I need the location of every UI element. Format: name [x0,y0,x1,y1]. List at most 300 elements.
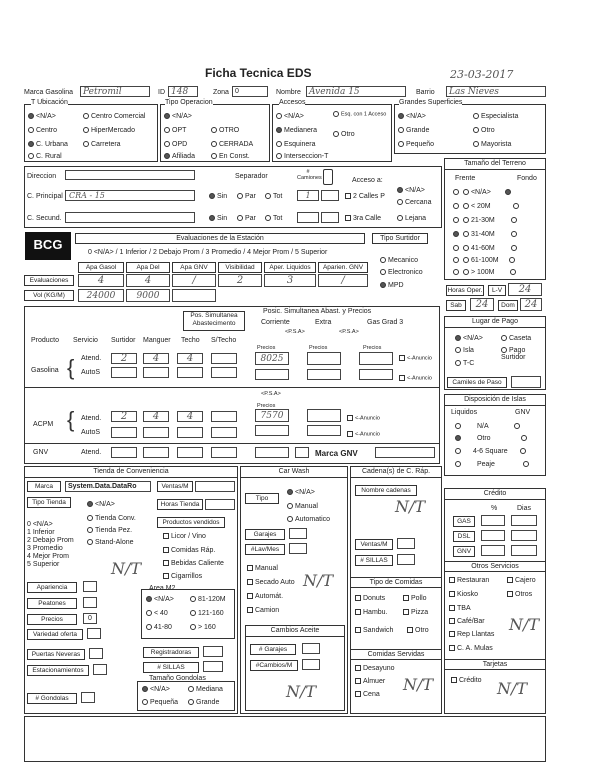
acpm-precio[interactable]: 7570 [255,409,289,422]
gnv-surtidor[interactable] [111,447,137,458]
ubicacion-option-centro[interactable]: Centro [28,127,57,134]
operacion-group [160,99,270,162]
acpm-techo[interactable]: 4 [177,411,203,422]
tienda-tipo-label: Tipo Tienda [27,497,71,508]
acpm-atend-label: Atend. [81,415,102,422]
islas-square[interactable]: 4-6 Square [455,448,528,455]
eval-col-del: Apa Del [126,262,170,273]
pago-surtidor[interactable]: Pago Surtidor [501,347,526,361]
lugar-pago-group [444,316,546,390]
puertas-field[interactable] [89,648,103,659]
carwash-lavmes-label: #Lav/Mes [245,544,285,555]
corriente-label: Corriente [261,319,290,326]
credito-gas-dias[interactable] [511,515,537,526]
servida-desayuno[interactable]: Desayuno [355,665,395,672]
area-41-80[interactable]: 41-80 [146,624,172,631]
secund-par[interactable]: Par [237,215,256,222]
superficies-option-mayorista[interactable]: Mayorista [473,141,511,148]
id-field[interactable]: 148 [168,86,198,97]
producto-cigarrillos[interactable]: Cigarrillos [163,573,202,580]
hdr-producto: Producto [31,337,60,344]
cambios-garajes-field[interactable] [302,643,320,654]
carwash-tipo-auto[interactable]: Automatico [287,516,330,523]
tienda-title: Tienda de Conveniencia [25,467,237,478]
gasolina-label: Gasolina [31,367,59,374]
principal-label: C. Principal [27,193,63,200]
accesos-title: Accesos [279,99,306,106]
gnv-label: GNV [33,449,49,456]
islas-na[interactable]: N/A [455,423,522,430]
lv-field[interactable]: 24 [508,283,542,296]
otros-restauran[interactable]: Restauran [449,577,489,584]
islas-otro[interactable]: Otro [455,435,529,442]
eval-col-gnv-apar: Aparien. GNV [318,262,368,273]
credito-pct-label: % [491,505,498,512]
id-label: ID [158,89,165,96]
eval-value-gasol[interactable]: 4 [78,274,124,287]
acpm-manguer[interactable]: 4 [143,411,169,422]
gondolas-title: Tamaño Gondolas [149,675,206,682]
comida-pollo[interactable]: Pollo [403,595,427,602]
tienda-scale-5: 5 Superior [27,561,60,568]
productos-vendidos-title: Productos vendidos [157,517,225,528]
otros-tba[interactable]: TBA [449,605,471,612]
acpm-precio-3[interactable] [255,425,289,436]
apariencia-label: Apariencia [27,582,77,593]
gasolina-precio-extra-2[interactable] [307,369,341,380]
gnv-techo[interactable] [177,447,203,458]
notes-area[interactable] [24,716,546,762]
servida-cena[interactable]: Cena [355,691,380,698]
camiones-label: # Camiones [297,169,322,181]
surtidor-electronico[interactable]: Electronico [380,269,423,276]
acpm-anuncio-2[interactable]: <-Anuncio [347,431,380,437]
accesos-option-interseccion[interactable]: Interseccion-T [276,153,328,160]
surtidor-mecanico[interactable]: Mecanico [380,257,418,264]
surtidor-title: Tipo Surtidor [372,233,428,244]
tarjeta-credito[interactable]: Crédito [451,677,482,684]
credito-gnv-dias[interactable] [511,545,537,556]
accesos-option-esq-acceso[interactable]: Esq. con 1 Acceso [333,111,391,117]
otros-na-handwritten: N/T [509,615,540,634]
comida-pizza[interactable]: Pizza [403,609,428,616]
islas-title: Disposición de Islas [445,395,545,406]
apariencia-field[interactable] [83,581,97,592]
barrio-label: Barrio [416,89,435,96]
gasolina-manguer[interactable]: 4 [143,353,169,364]
ubicacion-option-carretera[interactable]: Carretera [83,141,121,148]
vol-value-gnv[interactable] [172,289,216,302]
gondolas-na[interactable]: <N/A> [142,686,170,693]
tamano-row-30[interactable]: 21-30M [453,217,519,224]
area-na[interactable]: <N/A> [146,596,174,603]
gnv-stecho[interactable] [211,447,237,458]
tienda-horas-field[interactable] [205,499,235,510]
cadena-sillas-label: # SILLAS [355,555,393,566]
precios-label: Precios [27,614,77,625]
ubicacion-option-na[interactable]: <N/A> [28,113,56,120]
vol-value-gasol[interactable]: 24000 [78,289,124,302]
gasolina-precio-extra[interactable] [307,352,341,365]
bcg-logo: BCG [25,232,71,260]
calle-3-checkbox[interactable]: 3ra Calle [345,215,381,222]
credito-gnv-pct[interactable] [481,545,505,556]
tienda-na-handwritten: N/T [111,559,142,578]
estacionamientos-label: Estacionamientos [27,665,89,676]
gasolina-autos-manguer[interactable] [143,367,169,378]
tarjetas-title: Tarjetas [445,659,545,670]
psa-label-1: <P.S.A> [285,329,305,335]
area-lt40[interactable]: < 40 [146,610,168,617]
zona-label: Zona [213,89,229,96]
productos-divider-1 [25,387,439,388]
tarjetas-na-handwritten: N/T [497,679,528,698]
comidas-title: Tipo de Comidas [351,577,441,588]
fondo-label: Fondo [517,175,537,182]
tamano-group [444,158,546,280]
acpm-surtidor[interactable]: 2 [111,411,137,422]
eval-value-liquidos[interactable]: 3 [264,274,316,287]
tienda-marca-label: Marca [27,481,61,492]
accesos-option-na[interactable]: <N/A> [276,113,304,120]
tienda-scale-4: 4 Mejor Prom [27,553,70,560]
servidas-title: Comidas Servidas [351,649,441,660]
comida-donuts[interactable]: Donuts [355,595,385,602]
accesos-option-medianera[interactable]: Medianera [276,127,317,134]
tienda-ventas-label: Ventas/M [157,481,193,492]
acpm-psa-label: <P.S.A> [261,391,281,397]
sab-label: Sab [446,300,466,311]
eval-value-gnv[interactable]: / [172,274,216,287]
puertas-label: Puertas Neveras [27,649,85,660]
pago-na[interactable]: <N/A> [455,335,483,342]
acpm-autos-stecho[interactable] [211,427,237,438]
productos-group [24,306,440,464]
carwash-tipo-manual[interactable]: Manual [287,503,318,510]
camiones-extra-field[interactable] [321,190,339,201]
comida-hambu[interactable]: Hambu. [355,609,388,616]
extra-label: Extra [315,319,332,326]
precios-field[interactable]: 0 [83,613,97,624]
cadena-group [350,466,442,714]
tienda-tipo-stand[interactable]: Stand-Alone [87,539,134,546]
carwash-lavmes-field[interactable] [289,543,307,554]
carwash-service-camion[interactable]: Camion [247,607,279,614]
gnv-manguer[interactable] [143,447,169,458]
acpm-label: ACPM [33,421,54,428]
gondolas-mediana[interactable]: Mediana [188,686,223,693]
variedad-label: Variedad oferta [27,629,83,640]
frente-label: Frente [455,175,476,182]
secund-sin[interactable]: Sin [209,215,227,222]
marca-label: Marca Gasolina [24,89,74,96]
ubicacion-option-hipermercado[interactable]: HiperMercado [83,127,135,134]
camiles-label: Camiles de Paso [447,377,507,388]
evaluaciones-title: Evaluaciones de la Estación [75,233,365,244]
otros-cajero[interactable]: Cajero [507,577,536,584]
accesos-group [272,99,392,162]
tienda-marca-field[interactable]: System.Data.DataRo [65,481,151,492]
lv-label: L-V [488,285,506,296]
form-title: Ficha Tecnica EDS [205,66,312,80]
gnv-precio[interactable] [255,447,289,458]
horas-label: Horas Oper. [447,287,483,294]
tamano-row-20[interactable]: < 20M [453,203,521,210]
gasolina-anuncio-2[interactable]: <-Anuncio [399,375,432,381]
gondolas-grande[interactable]: Grande [188,699,219,706]
acpm-anuncio[interactable]: <-Anuncio [347,415,380,421]
superficies-group [394,99,546,154]
otros-title: Otros Servicios [445,561,545,572]
operacion-option-cerrada[interactable]: CERRADA [211,141,253,148]
gasolina-precios-label-2: Precios [309,345,328,351]
credito-dsl-label: DSL [453,531,475,542]
cadena-sillas-field[interactable] [397,554,415,565]
operacion-option-construccion[interactable]: En Const. [211,153,250,160]
variedad-field[interactable] [87,628,101,639]
psa-label-2: <P.S.A> [339,329,359,335]
gnv-precio-2[interactable] [295,447,309,458]
eval-col-gnv: Apa GNV [172,262,216,273]
peatones-field[interactable] [83,597,97,608]
pos-simultanea-label: Pos. Simultanea Abastecimento [183,311,245,331]
principal-tot[interactable]: Tot [265,193,282,200]
gasolina-precio-grad[interactable] [359,352,393,365]
secund-field[interactable] [65,212,195,223]
producto-licor[interactable]: Licor / Vino [163,533,206,540]
gasolina-precios-label: Precios [257,345,276,351]
comida-sandwich[interactable]: Sandwich [355,627,393,634]
tienda-scale-0: 0 <N/A> [27,521,53,528]
num-gondolas-field[interactable] [81,692,95,703]
cambios-garajes-label: # Garajes [250,644,296,655]
acpm-autos-techo[interactable] [177,427,203,438]
calles-2-checkbox[interactable]: 2 Calles P [345,193,385,200]
carwash-garajes-field[interactable] [289,528,307,539]
hdr-stecho: S/Techo [211,337,237,344]
tamano-row-over100[interactable]: > 100M [453,269,518,276]
registradoras-field[interactable] [203,646,223,657]
carwash-title: Car Wash [241,467,347,478]
islas-peaje[interactable]: Peaje [455,461,531,468]
ubicacion-option-rural[interactable]: C. Rural [28,153,62,160]
carwash-tipo-label: Tipo [245,493,279,504]
area-81-120[interactable]: 81-120M [190,596,226,603]
gasolina-precio-corriente[interactable]: 8025 [255,352,289,365]
superficies-option-grande[interactable]: Grande [398,127,429,134]
pago-caseta[interactable]: Caseta [501,335,531,342]
credito-gnv-label: GNV [453,546,475,557]
accesos-option-esquinera[interactable]: Esquinera [276,141,316,148]
productos-divider-2 [25,443,439,444]
tienda-tipo-pez[interactable]: Tienda Pez. [87,527,132,534]
operacion-title: Tipo Operacion [165,99,213,106]
producto-bebidas[interactable]: Bebidas Caliente [163,560,224,567]
otros-kiosko[interactable]: Kiosko [449,591,478,598]
cadena-na-handwritten: N/T [395,497,426,516]
islas-liquidos-label: Liquidos [451,409,478,416]
gasolina-precio-corriente-2[interactable] [255,369,289,380]
tamano-row-60[interactable]: 41-60M [453,245,519,252]
servida-almuerzo[interactable]: Almuer [355,678,385,685]
acpm-autos-manguer[interactable] [143,427,169,438]
superficies-option-na[interactable]: <N/A> [398,113,426,120]
eval-value-del[interactable]: 4 [126,274,170,287]
tienda-tipo-na[interactable]: <N/A> [87,501,115,508]
camiles-field[interactable] [511,376,541,388]
zona-field[interactable]: 0 [232,86,268,97]
comida-otro[interactable]: Otro [407,627,429,634]
carwash-service-manual[interactable]: Manual [247,565,278,572]
acpm-precio-2[interactable] [307,409,341,422]
operacion-option-opt[interactable]: OPT [164,127,186,134]
eval-value-visibilidad[interactable]: 2 [218,274,262,287]
gnv-atend-label: Atend. [81,449,102,456]
tienda-tipo-conv[interactable]: Tienda Conv. [87,515,136,522]
principal-sin[interactable]: Sin [209,193,227,200]
acpm-stecho[interactable] [211,411,237,422]
gasolina-autos-surtidor[interactable] [111,367,137,378]
num-gondolas-label: # Gondolas [27,693,77,704]
tamano-row-100[interactable]: 61-100M [453,257,517,264]
principal-field[interactable]: CRA - 15 [65,190,195,201]
cadena-ventas-label: Ventas/M [355,539,393,550]
surtidor-mpd[interactable]: MPD [380,282,404,289]
direccion-label: Direccion [27,173,57,180]
eval-col-gasol: Apa Gasol [78,262,124,273]
gasolina-autos-stecho[interactable] [211,367,237,378]
gasolina-techo[interactable]: 4 [177,353,203,364]
operacion-option-na[interactable]: <N/A> [164,113,192,120]
hdr-techo: Techo [181,337,200,344]
acceso-label: Acceso a: [352,177,383,184]
gasolina-stecho[interactable] [211,353,237,364]
acpm-precios-label: Precios [257,403,276,409]
secund-camiones-field[interactable] [297,212,319,223]
secund-tot[interactable]: Tot [265,215,282,222]
dom-label: Dom [498,300,518,311]
tamano-row-na[interactable]: <N/A> [453,189,513,196]
cadena-ventas-field[interactable] [397,538,415,549]
acceso-lejana[interactable]: Lejana [397,215,426,222]
tamano-title: Tamaño del Terreno [445,159,545,170]
otros-otros[interactable]: Otros [507,591,532,598]
tienda-sillas-field[interactable] [203,661,223,672]
islas-group [444,394,546,476]
pago-isla[interactable]: Isla [455,347,474,354]
dom-field[interactable]: 24 [520,298,542,311]
vol-value-del[interactable]: 9000 [126,289,170,302]
eval-col-liquidos: Aper. Liquidos [264,262,316,273]
barrio-field[interactable]: Las Nieves [446,86,546,97]
otros-llantas[interactable]: Rep Llantas [449,631,494,638]
eval-col-visibilidad: Visibilidad [218,262,262,273]
vol-label: Vol (KG/M) [24,290,74,301]
cambios-mes-label: #Cambios/M [250,660,298,671]
tienda-ventas-field[interactable] [195,481,235,492]
evaluaciones-scale: 0 <N/A> / 1 Inferior / 2 Debajo Prom / 3 Promedio / 4 Mejor Prom / 5 Superior [88,249,328,256]
superficies-option-especialista[interactable]: Especialista [473,113,518,120]
ubicacion-option-urbana[interactable]: C. Urbana [28,141,68,148]
carwash-tipo-na[interactable]: <N/A> [287,489,315,496]
gasolina-precios-label-3: Precios [363,345,382,351]
gondolas-box [137,681,235,711]
lugar-pago-title: Lugar de Pago [445,317,545,328]
tienda-scale-3: 3 Promedio [27,545,63,552]
cambios-mes-field[interactable] [302,659,320,670]
otros-cafe[interactable]: Café/Bar [449,618,485,625]
camiones-field[interactable]: 1 [297,190,319,201]
carwash-service-secado[interactable]: Secado Auto [247,579,295,586]
marca-gnv-label: Marca GNV [315,449,358,458]
marca-gnv-field[interactable] [375,447,435,458]
ubicacion-group [24,99,158,162]
marca-field[interactable]: Petromil [80,86,150,97]
registradoras-label: Registradoras [143,647,199,658]
area-gt160[interactable]: > 160 [190,624,216,631]
gasolina-brace: { [67,355,75,380]
acceso-cercana[interactable]: Cercana [397,199,431,206]
eval-value-gnv-apar[interactable]: / [318,274,368,287]
secund-extra-field[interactable] [321,212,339,223]
gasolina-surtidor[interactable]: 2 [111,353,137,364]
acpm-brace: { [67,407,75,432]
pago-tc[interactable]: T-C [455,360,474,367]
principal-par[interactable]: Par [237,193,256,200]
separador-label: Separador [235,173,268,180]
producto-comidas[interactable]: Comidas Ráp. [163,547,215,554]
carwash-na-handwritten: N/T [303,571,334,590]
nombre-field[interactable]: Avenida 15 [306,86,406,97]
ubicacion-option-centro-comercial[interactable]: Centro Comercial [83,113,145,120]
direccion-group [24,166,442,228]
posic-simultanea-label: Posic. Simultanea Abast. y Precios [263,308,372,315]
gondolas-pequena[interactable]: Pequeña [142,699,178,706]
otros-mulas[interactable]: C. A. Mulas [449,645,493,652]
direccion-field[interactable] [65,170,195,180]
credito-gas-pct[interactable] [481,515,505,526]
accesos-option-otro[interactable]: Otro [333,131,355,138]
hdr-surtidor: Surtidor [111,337,136,344]
date-handwritten: 23-03-2017 [450,68,514,81]
credito-group [444,488,546,714]
estacionamientos-field[interactable] [93,664,107,675]
cambios-title: Cambios Aceite [246,626,344,637]
servidas-na-handwritten: N/T [403,675,434,694]
credito-dsl-dias[interactable] [511,530,537,541]
credito-dsl-pct[interactable] [481,530,505,541]
gasolina-atend-label: Atend. [81,355,102,362]
gasolina-anuncio[interactable]: <-Anuncio [399,355,432,361]
operacion-option-otro[interactable]: OTRO [211,127,239,134]
superficies-option-otro[interactable]: Otro [473,127,495,134]
superficies-option-pequeno[interactable]: Pequeño [398,141,434,148]
peatones-label: Peatones [27,598,77,609]
tienda-group [24,466,238,714]
carwash-service-automat[interactable]: Automát. [247,593,283,600]
acpm-autos-surtidor[interactable] [111,427,137,438]
operacion-option-opd[interactable]: OPD [164,141,187,148]
acpm-precio-4[interactable] [307,425,341,436]
area-121-160[interactable]: 121-160 [190,610,224,617]
area-box [141,589,235,639]
gasolina-precio-grad-2[interactable] [359,369,393,380]
acceso-na[interactable]: <N/A> [397,187,425,194]
sab-field[interactable]: 24 [470,298,494,311]
tamano-row-40[interactable]: 31-40M [453,231,519,238]
operacion-option-afiliada[interactable]: Afiliada [164,153,195,160]
gasolina-autos-techo[interactable] [177,367,203,378]
